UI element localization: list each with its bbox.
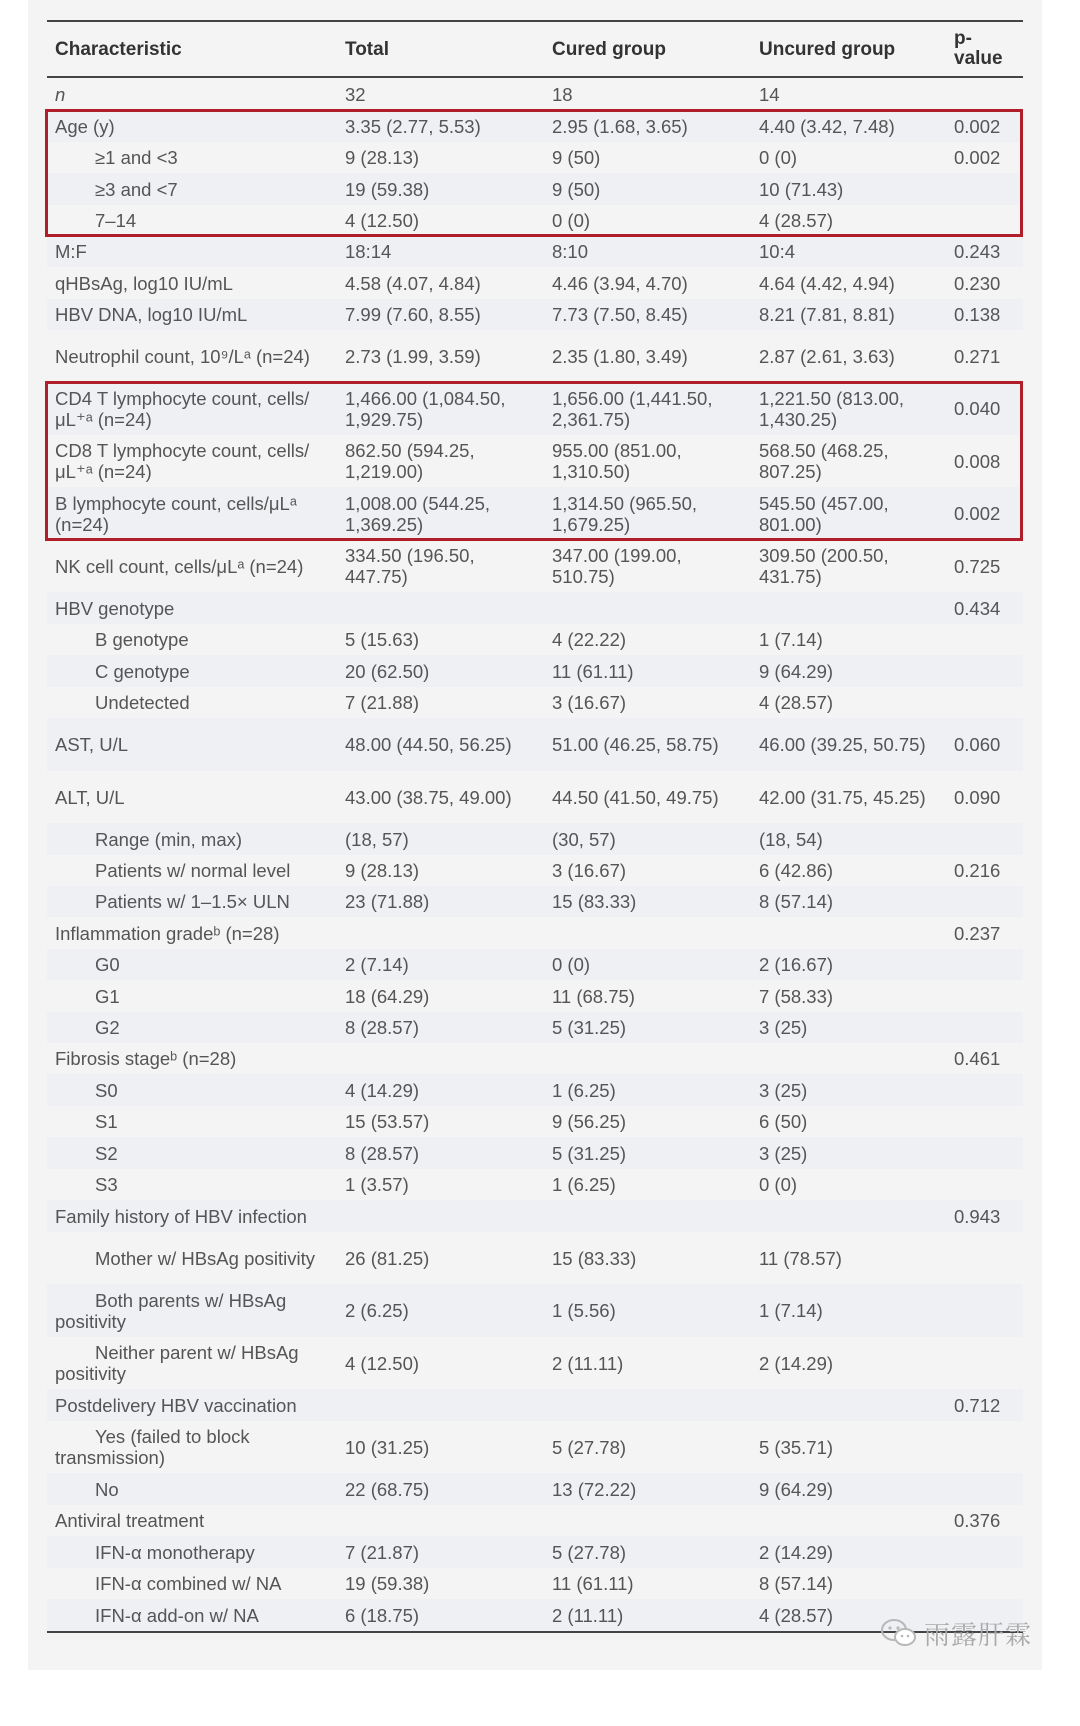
uncured-cell: 309.50 (200.50, 431.75)	[759, 545, 889, 587]
table-row	[47, 1043, 1023, 1074]
characteristic-cell: IFN-α add-on w/ NA	[47, 1599, 337, 1632]
uncured-cell: 4 (28.57)	[751, 1599, 946, 1632]
uncured-cell: 8 (57.14)	[751, 886, 946, 917]
total-cell: 2 (7.14)	[337, 949, 544, 980]
cured-cell: 15 (83.33)	[552, 1247, 637, 1269]
table-row	[47, 1137, 1023, 1169]
p-value-cell: 0.090	[954, 786, 1001, 808]
cured-cell: 5 (27.78)	[544, 1536, 751, 1568]
p-value-cell	[946, 1568, 1023, 1599]
table-row	[47, 655, 1023, 687]
table-row	[47, 330, 1023, 382]
cured-cell: 11 (68.75)	[552, 985, 635, 1007]
cured-cell: 1 (6.25)	[544, 1074, 751, 1106]
table-row	[47, 382, 1023, 435]
p-value-cell: 0.216	[954, 860, 1001, 881]
p-value-cell	[946, 77, 1023, 110]
uncured-cell: 1,221.50 (813.00, 1,430.25)	[751, 382, 946, 435]
p-value-cell	[946, 1284, 1023, 1337]
total-cell: 32	[345, 83, 366, 105]
table-row	[47, 1389, 1023, 1421]
total-cell: 4 (12.50)	[345, 210, 420, 231]
uncured-cell: 4 (28.57)	[759, 692, 834, 713]
total-cell: 3.35 (2.77, 5.53)	[337, 110, 544, 142]
cured-cell	[544, 592, 751, 624]
p-value-cell	[946, 980, 1023, 1012]
characteristic-cell: Mother w/ HBsAg positivity	[95, 1247, 316, 1269]
total-cell: 15 (53.57)	[345, 1111, 430, 1132]
cured-cell: 9 (50)	[544, 173, 751, 205]
uncured-cell	[751, 917, 946, 949]
total-cell: 1,466.00 (1,084.50, 1,929.75)	[337, 382, 544, 435]
uncured-cell: 5 (35.71)	[759, 1436, 834, 1458]
characteristic-cell: C genotype	[47, 655, 337, 687]
header-row	[47, 21, 1023, 77]
wechat-icon	[880, 1618, 918, 1648]
p-value-cell: 0.002	[946, 110, 1023, 142]
uncured-cell	[751, 592, 946, 624]
cured-cell: 8:10	[544, 236, 751, 267]
cured-cell: 4 (22.22)	[552, 629, 627, 650]
cured-cell	[544, 1505, 751, 1536]
watermark-text: 雨露肝霖	[924, 1619, 1033, 1650]
characteristic-cell: M:F	[47, 236, 337, 267]
characteristic-cell: S3	[95, 1174, 118, 1195]
table-row	[47, 1505, 1023, 1536]
characteristic-cell: ALT, U/L	[55, 786, 125, 808]
cured-cell: 9 (56.25)	[552, 1111, 627, 1132]
total-cell: 22 (68.75)	[337, 1473, 544, 1505]
characteristic-cell: ≥3 and <7	[47, 173, 337, 205]
uncured-cell: 0 (0)	[759, 1174, 798, 1195]
p-value-cell	[946, 1421, 1023, 1473]
table-row	[47, 624, 1023, 655]
total-cell: 5 (15.63)	[345, 629, 420, 650]
total-cell: 10 (31.25)	[345, 1436, 430, 1458]
total-cell	[337, 1389, 544, 1421]
uncured-cell: 3 (25)	[751, 1012, 946, 1043]
header-characteristic: Characteristic	[47, 21, 337, 77]
characteristic-cell: B genotype	[95, 629, 189, 650]
table-row	[47, 1421, 1023, 1473]
cured-cell: 5 (31.25)	[544, 1012, 751, 1043]
p-value-cell: 0.230	[954, 272, 1001, 294]
cured-cell: 347.00 (199.00, 510.75)	[552, 545, 682, 587]
uncured-cell: 2 (14.29)	[759, 1352, 834, 1374]
uncured-cell: 2.87 (2.61, 3.63)	[759, 345, 895, 367]
p-value-cell: 0.434	[946, 592, 1023, 624]
p-value-cell	[946, 1473, 1023, 1505]
total-cell: 19 (59.38)	[337, 173, 544, 205]
header-cured-group: Cured group	[544, 21, 751, 77]
table-row	[47, 205, 1023, 236]
cured-cell: 1,656.00 (1,441.50, 2,361.75)	[544, 382, 751, 435]
characteristic-cell: qHBsAg, log10 IU/mL	[55, 272, 233, 294]
table-row	[47, 592, 1023, 624]
table-row	[47, 1599, 1023, 1632]
uncured-cell: 10:4	[751, 236, 946, 267]
table-row	[47, 1074, 1023, 1106]
uncured-cell: 6 (50)	[759, 1111, 808, 1132]
p-value-cell: 0.243	[946, 236, 1023, 267]
uncured-cell	[751, 1389, 946, 1421]
uncured-cell: 2 (14.29)	[751, 1536, 946, 1568]
cured-cell: 7.73 (7.50, 8.45)	[544, 299, 751, 330]
characteristic-cell: S1	[95, 1111, 118, 1132]
cured-cell: 1 (5.56)	[544, 1284, 751, 1337]
uncured-cell: 9 (64.29)	[751, 1473, 946, 1505]
p-value-cell	[946, 655, 1023, 687]
characteristic-cell: No	[47, 1473, 337, 1505]
total-cell: 18 (64.29)	[345, 985, 430, 1007]
p-value-cell	[946, 1074, 1023, 1106]
uncured-cell: 568.50 (468.25, 807.25)	[759, 440, 889, 482]
characteristic-cell: n	[55, 83, 66, 105]
total-cell: 7 (21.88)	[345, 692, 420, 713]
total-cell	[337, 1043, 544, 1074]
cured-cell: 955.00 (851.00, 1,310.50)	[552, 440, 682, 482]
characteristic-cell: Neutrophil count, 10⁹/Lᵃ (n=24)	[55, 345, 310, 367]
total-cell	[337, 1505, 544, 1536]
characteristic-cell: Antiviral treatment	[55, 1510, 205, 1531]
total-cell: 9 (28.13)	[345, 860, 420, 881]
cured-cell: 0 (0)	[544, 949, 751, 980]
characteristic-cell: 7–14	[95, 210, 137, 231]
characteristic-cell: Patients w/ 1–1.5× ULN	[47, 886, 337, 917]
cured-cell: 9 (50)	[552, 147, 601, 168]
uncured-cell	[751, 1505, 946, 1536]
table-row	[47, 1568, 1023, 1599]
cured-cell: 13 (72.22)	[544, 1473, 751, 1505]
cured-cell: 51.00 (46.25, 58.75)	[544, 718, 751, 771]
table-row	[47, 855, 1023, 886]
table-row	[47, 980, 1023, 1012]
total-cell	[337, 592, 544, 624]
uncured-cell: 10 (71.43)	[751, 173, 946, 205]
uncured-cell: 4.40 (3.42, 7.48)	[751, 110, 946, 142]
uncured-cell	[751, 1200, 946, 1232]
table-row	[47, 1232, 1023, 1284]
table-row	[47, 110, 1023, 142]
characteristic-cell: G0	[47, 949, 337, 980]
characteristic-cell: G1	[95, 985, 120, 1007]
uncured-cell: 8.21 (7.81, 8.81)	[751, 299, 946, 330]
total-cell: 19 (59.38)	[345, 1573, 430, 1594]
cured-cell: 2.35 (1.80, 3.49)	[552, 345, 688, 367]
total-cell: 20 (62.50)	[337, 655, 544, 687]
characteristic-cell: IFN-α combined w/ NA	[95, 1573, 282, 1594]
characteristic-cell: CD8 T lymphocyte count, cells/μL⁺ᵃ (n=24)	[55, 440, 310, 482]
p-value-cell: 0.002	[954, 147, 1001, 168]
characteristic-cell: S0	[47, 1074, 337, 1106]
uncured-cell: 3 (25)	[751, 1074, 946, 1106]
characteristic-cell: ≥1 and <3	[95, 147, 178, 168]
total-cell: 334.50 (196.50, 447.75)	[345, 545, 475, 587]
cured-cell: 3 (16.67)	[552, 692, 627, 713]
uncured-cell: 9 (64.29)	[751, 655, 946, 687]
cured-cell: 5 (27.78)	[552, 1436, 627, 1458]
uncured-cell: 7 (58.33)	[759, 985, 834, 1007]
characteristic-cell: Fibrosis stageᵇ (n=28)	[55, 1048, 237, 1069]
total-cell: 2.73 (1.99, 3.59)	[345, 345, 481, 367]
table-row	[47, 142, 1023, 173]
p-value-cell: 0.725	[954, 555, 1001, 577]
uncured-cell: 0 (0)	[759, 147, 798, 168]
uncured-cell: 3 (25)	[751, 1137, 946, 1169]
p-value-cell	[946, 1536, 1023, 1568]
total-cell: 1,008.00 (544.25, 1,369.25)	[337, 487, 544, 540]
header-p-value: p-value	[946, 21, 1023, 77]
cured-cell: 2 (11.11)	[544, 1599, 751, 1632]
total-cell: 6 (18.75)	[337, 1599, 544, 1632]
total-cell: 862.50 (594.25, 1,219.00)	[345, 440, 475, 482]
table-row	[47, 1106, 1023, 1137]
total-cell: 8 (28.57)	[337, 1137, 544, 1169]
cured-cell: 1 (6.25)	[552, 1174, 616, 1195]
p-value-cell	[946, 624, 1023, 655]
cured-cell: 2 (11.11)	[552, 1352, 624, 1374]
table-row	[47, 886, 1023, 917]
p-value-cell: 0.040	[946, 382, 1023, 435]
cured-cell: 5 (31.25)	[544, 1137, 751, 1169]
table-row	[47, 1473, 1023, 1505]
table-row	[47, 1012, 1023, 1043]
cured-cell: 0 (0)	[552, 210, 591, 231]
characteristic-cell: Family history of HBV infection	[47, 1200, 337, 1232]
characteristic-cell: Yes (failed to block transmission)	[55, 1426, 250, 1468]
characteristic-cell: Range (min, max)	[47, 823, 337, 855]
p-value-cell	[946, 173, 1023, 205]
table-row	[47, 236, 1023, 267]
table-row	[47, 917, 1023, 949]
uncured-cell: 2 (16.67)	[751, 949, 946, 980]
p-value-cell: 0.712	[946, 1389, 1023, 1421]
table-row	[47, 1337, 1023, 1389]
p-value-cell	[946, 1012, 1023, 1043]
p-value-cell	[946, 1169, 1023, 1200]
characteristic-cell: Neither parent w/ HBsAg positivity	[55, 1342, 299, 1384]
characteristic-cell: Inflammation gradeᵇ (n=28)	[55, 922, 280, 944]
uncured-cell: 14	[759, 83, 780, 105]
total-cell: 4.58 (4.07, 4.84)	[345, 272, 481, 294]
total-cell: 18:14	[337, 236, 544, 267]
cured-cell: 2.95 (1.68, 3.65)	[544, 110, 751, 142]
cured-cell: 11 (61.11)	[552, 1573, 634, 1594]
p-value-cell: 0.271	[954, 345, 1001, 367]
p-value-cell: 0.138	[946, 299, 1023, 330]
characteristic-cell: Age (y)	[47, 110, 337, 142]
uncured-cell: 11 (78.57)	[759, 1247, 842, 1269]
uncured-cell: (18, 54)	[751, 823, 946, 855]
uncured-cell: 4 (28.57)	[759, 210, 834, 231]
characteristic-cell: HBV genotype	[47, 592, 337, 624]
uncured-cell: 8 (57.14)	[759, 1573, 834, 1594]
cured-cell: 18	[552, 83, 573, 105]
header-uncured-group: Uncured group	[751, 21, 946, 77]
p-value-cell	[946, 823, 1023, 855]
total-cell: 8 (28.57)	[337, 1012, 544, 1043]
table-row	[47, 687, 1023, 718]
uncured-cell: 1 (7.14)	[751, 1284, 946, 1337]
total-cell: 2 (6.25)	[337, 1284, 544, 1337]
cured-cell	[544, 1389, 751, 1421]
cured-cell: 1,314.50 (965.50, 1,679.25)	[544, 487, 751, 540]
characteristic-cell: IFN-α monotherapy	[47, 1536, 337, 1568]
table-row	[47, 77, 1023, 110]
characteristic-cell: Patients w/ normal level	[95, 860, 291, 881]
table-row	[47, 435, 1023, 487]
table-row	[47, 1536, 1023, 1568]
p-value-cell	[946, 687, 1023, 718]
total-cell: 43.00 (38.75, 49.00)	[345, 786, 512, 808]
total-cell: 1 (3.57)	[345, 1174, 409, 1195]
p-value-cell: 0.461	[954, 1048, 1001, 1069]
cured-cell	[544, 1200, 751, 1232]
characteristics-table	[47, 20, 1023, 1633]
total-cell: 7.99 (7.60, 8.55)	[337, 299, 544, 330]
p-value-cell: 0.060	[946, 718, 1023, 771]
cured-cell: 44.50 (41.50, 49.75)	[552, 786, 719, 808]
total-cell: 7 (21.87)	[337, 1536, 544, 1568]
table-row	[47, 299, 1023, 330]
p-value-cell: 0.943	[946, 1200, 1023, 1232]
table-row	[47, 823, 1023, 855]
characteristic-cell: HBV DNA, log10 IU/mL	[47, 299, 337, 330]
uncured-cell: 46.00 (39.25, 50.75)	[751, 718, 946, 771]
p-value-cell: 0.237	[954, 922, 1001, 944]
cured-cell: (30, 57)	[544, 823, 751, 855]
characteristic-cell: NK cell count, cells/μLᵃ (n=24)	[55, 555, 304, 577]
uncured-cell: 6 (42.86)	[759, 860, 834, 881]
total-cell	[337, 917, 544, 949]
table-row	[47, 173, 1023, 205]
total-cell	[337, 1200, 544, 1232]
p-value-cell	[946, 1106, 1023, 1137]
characteristic-cell: G2	[47, 1012, 337, 1043]
uncured-cell	[751, 1043, 946, 1074]
characteristic-cell: AST, U/L	[47, 718, 337, 771]
uncured-cell: 1 (7.14)	[759, 629, 823, 650]
p-value-cell: 0.376	[954, 1510, 1001, 1531]
table-row	[47, 540, 1023, 592]
uncured-cell: 42.00 (31.75, 45.25)	[759, 786, 926, 808]
characteristic-cell: Both parents w/ HBsAg positivity	[47, 1284, 337, 1337]
table-row	[47, 1169, 1023, 1200]
characteristic-cell: CD4 T lymphocyte count, cells/μL⁺ᵃ (n=24)	[47, 382, 337, 435]
total-cell: 9 (28.13)	[345, 147, 420, 168]
p-value-cell	[946, 886, 1023, 917]
uncured-cell: 4.64 (4.42, 4.94)	[759, 272, 895, 294]
p-value-cell	[946, 205, 1023, 236]
total-cell: 26 (81.25)	[345, 1247, 430, 1269]
cured-cell	[544, 1043, 751, 1074]
cured-cell	[544, 917, 751, 949]
p-value-cell: 0.002	[946, 487, 1023, 540]
table-row	[47, 718, 1023, 771]
p-value-cell	[946, 949, 1023, 980]
characteristic-cell: S2	[47, 1137, 337, 1169]
cured-cell: 4.46 (3.94, 4.70)	[552, 272, 688, 294]
uncured-cell: 545.50 (457.00, 801.00)	[751, 487, 946, 540]
total-cell: 48.00 (44.50, 56.25)	[337, 718, 544, 771]
characteristic-cell: B lymphocyte count, cells/μLᵃ (n=24)	[47, 487, 337, 540]
cured-cell: 11 (61.11)	[544, 655, 751, 687]
table-row	[47, 1200, 1023, 1232]
p-value-cell	[946, 1232, 1023, 1284]
p-value-cell	[946, 1137, 1023, 1169]
table-row	[47, 267, 1023, 299]
characteristic-cell: Postdelivery HBV vaccination	[47, 1389, 337, 1421]
table-row	[47, 771, 1023, 823]
table-body	[47, 77, 1023, 1632]
table-row	[47, 949, 1023, 980]
p-value-cell: 0.008	[954, 450, 1001, 472]
total-cell: (18, 57)	[337, 823, 544, 855]
total-cell: 23 (71.88)	[337, 886, 544, 917]
cured-cell: 15 (83.33)	[544, 886, 751, 917]
cured-cell: 3 (16.67)	[552, 860, 627, 881]
header-total: Total	[337, 21, 544, 77]
watermark	[880, 1615, 1032, 1651]
characteristic-cell: Undetected	[95, 692, 190, 713]
table-row	[47, 1284, 1023, 1337]
p-value-cell	[946, 1337, 1023, 1389]
table-row	[47, 487, 1023, 540]
total-cell: 4 (12.50)	[345, 1352, 420, 1374]
total-cell: 4 (14.29)	[337, 1074, 544, 1106]
